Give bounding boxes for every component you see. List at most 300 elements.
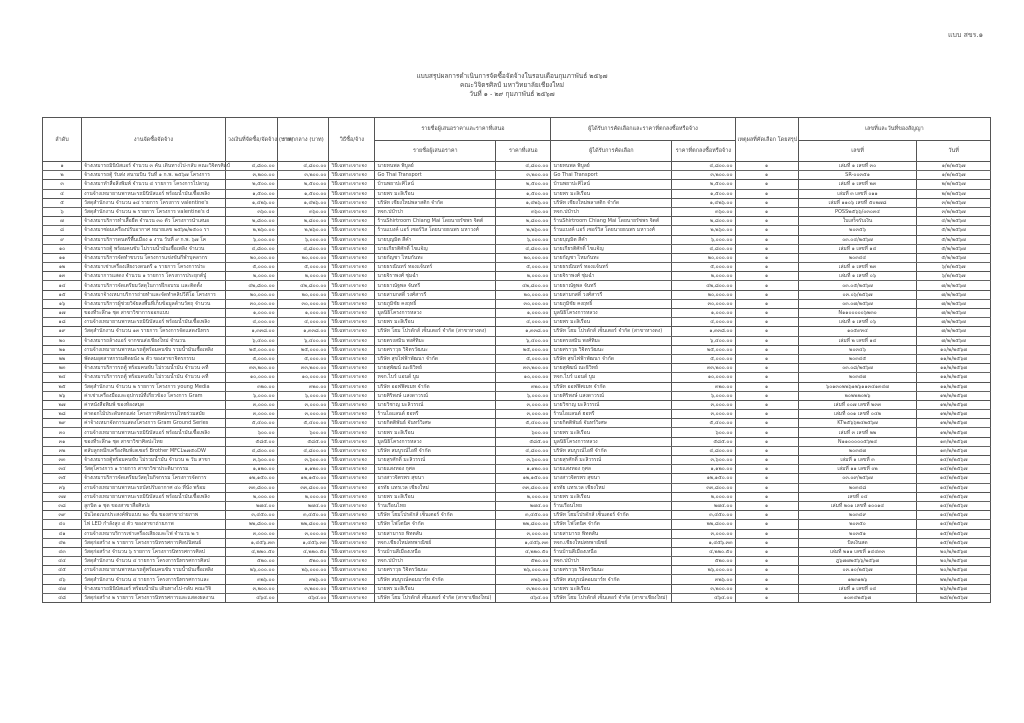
- contract-number: เล่มที่ ๑๑ เลขที่ ๐๒: [798, 465, 916, 474]
- procurement-method: วิธีเฉพาะเจาะจง: [329, 483, 375, 492]
- table-row: [43, 547, 991, 556]
- contract-date: ๕/๒/๒๕๖๗: [917, 244, 991, 253]
- procurement-method: วิธีเฉพาะเจาะจง: [329, 382, 375, 391]
- procurement-method: วิธีเฉพาะเจาะจง: [329, 511, 375, 520]
- contract-date: ๑๒/๒/๒๕๖๗: [917, 391, 991, 400]
- median-price: ๕๘๕.๐๐: [277, 437, 329, 446]
- procurement-method: วิธีเฉพาะเจาะจง: [329, 354, 375, 363]
- bidder-name: บริษัท เชียงใหม่พลาสติก จำกัด: [375, 198, 496, 207]
- contract-date: ๑๒/๒/๒๕๖๗: [917, 410, 991, 419]
- row-number: ๔๔: [43, 557, 82, 566]
- row-number: ๑๒: [43, 263, 82, 272]
- contract-date: ๒๖/๒/๒๕๖๗: [917, 584, 991, 593]
- row-number: ๑: [43, 162, 82, 171]
- agreed-price: ๖๐๐.๐๐: [672, 428, 735, 437]
- agreed-price: ๑,๔๒๖.๐๐: [672, 198, 735, 207]
- procurement-method: วิธีเฉพาะเจาะจง: [329, 226, 375, 235]
- winner-name: นายพร มะลิเรือน: [551, 584, 672, 593]
- procurement-method: วิธีเฉพาะเจาะจง: [329, 171, 375, 180]
- procurement-method: วิธีเฉพาะเจาะจง: [329, 299, 375, 308]
- selection-reason: ๑: [735, 235, 798, 244]
- header-contract-date: วันที่: [917, 141, 991, 162]
- row-number: ๑๐: [43, 244, 82, 253]
- bid-price: ๒๖,๐๐๐.๐๐: [496, 566, 551, 575]
- contract-date: ๑๔/๒/๒๕๖๗: [917, 520, 991, 529]
- contract-number: ๐๓.๐๔/๒๕๖๗: [798, 235, 916, 244]
- bidder-name: Go Thai Transport: [375, 171, 496, 180]
- agreed-price: ๒๗๔.๐๐: [672, 501, 735, 510]
- bid-price: ๓๓,๒๐๐.๐๐: [496, 364, 551, 373]
- form-code: แบบ สขร.๑: [948, 31, 984, 39]
- winner-name: นายแสงทอง กุศล: [551, 465, 672, 474]
- contract-number: ๑๐๓๔๒๕๖๗: [798, 593, 916, 602]
- contract-date: ๑๒/๒/๒๕๖๗: [917, 419, 991, 428]
- agreed-price: ๓,๖๐๐.๐๐: [672, 456, 735, 465]
- winner-name: นายจิราพงศ์ ชุ่มฉ่ำ: [551, 272, 672, 281]
- item-description: งานจ้างเหมายานพาหนะรถตู้พร้อมคนขับ รวมน้ำมันเชื้อเพลิง: [82, 345, 226, 354]
- table-row: [43, 446, 991, 455]
- contract-number: บิลเงินสด: [798, 538, 916, 547]
- contract-date: ๒๘/๒/๒๕๖๗: [917, 593, 991, 602]
- bidder-name: บริษัท สุขไฟฟ้าพัฒนา จำกัด: [375, 354, 496, 363]
- budget-amount: ๓,๔๕๐.๐๐: [225, 511, 277, 520]
- bid-price: ๔,๘๐๐.๐๐: [496, 162, 551, 171]
- row-number: ๓๓: [43, 456, 82, 465]
- contract-number: ๐๓.๐๙/๒๕๖๗: [798, 474, 916, 483]
- selection-reason: ๑: [735, 382, 798, 391]
- bidder-name: นายพร มะลิเรือน: [375, 492, 496, 501]
- winner-name: หจก.ไบร์ แอนด์ บูม: [551, 373, 672, 382]
- contract-date: ๒๐/๒/๒๕๖๗: [917, 566, 991, 575]
- selection-reason: ๑: [735, 345, 798, 354]
- median-price: ๔,๐๐๐.๐๐: [277, 318, 329, 327]
- item-description: ไฟ LED กำลังสูง ๔ ตัว ของสาขาถ่ายภาพ: [82, 520, 226, 529]
- table-row: [43, 584, 991, 593]
- procurement-method: วิธีเฉพาะเจาะจง: [329, 520, 375, 529]
- winner-name: ร้านไอแลนด์ ฮอทรี: [551, 410, 672, 419]
- table-body: [43, 162, 991, 603]
- row-number: ๔๘: [43, 593, 82, 602]
- median-price: ๒๗๔.๐๐: [277, 501, 329, 510]
- table-row: [43, 354, 991, 363]
- winner-name: นายพร มะลิเรือน: [551, 189, 672, 198]
- budget-amount: ๓,๒๐๐.๐๐: [225, 584, 277, 593]
- table-row: [43, 345, 991, 354]
- table-row: [43, 529, 991, 538]
- bidder-name: อรทัย แทรเวล เชียงใหม่: [375, 483, 496, 492]
- budget-amount: ๓๒๐.๐๐: [225, 382, 277, 391]
- row-number: ๒๘: [43, 410, 82, 419]
- bid-price: ๒,๕๐๐.๐๐: [496, 180, 551, 189]
- budget-amount: ๔๒,๘๐๐.๐๐: [225, 281, 277, 290]
- table-row: [43, 244, 991, 253]
- header-budget: วงเงินที่จัดซื้อ/จัดจ้าง (บาท): [225, 118, 277, 162]
- contract-number: เล่มที่ ๑ เลขที่ ๐๔: [798, 584, 916, 593]
- selection-reason: ๑: [735, 538, 798, 547]
- agreed-price: ๕๒๐.๐๐: [672, 557, 735, 566]
- row-number: ๓๕: [43, 474, 82, 483]
- bid-price: ๒,๐๐๐.๐๐: [496, 492, 551, 501]
- winner-name: นายกิตติพันธ์ จันทร์วิเศษ: [551, 419, 672, 428]
- table-row: [43, 290, 991, 299]
- budget-amount: ๓๓,๘๐๐.๐๐: [225, 483, 277, 492]
- bidder-name: นายวิชาญ มะลิวรรณ์: [375, 400, 496, 409]
- contract-date: ๗/๒/๒๕๖๗: [917, 290, 991, 299]
- agreed-price: ๔,๘๐๐.๐๐: [672, 446, 735, 455]
- contract-date: ๗/๒/๒๕๖๗: [917, 299, 991, 308]
- selection-reason: ๑: [735, 575, 798, 584]
- selection-reason: ๑: [735, 354, 798, 363]
- header-no: ลำดับ: [43, 118, 82, 162]
- bid-price: ๓,๐๐๐.๐๐: [496, 410, 551, 419]
- budget-amount: ๑๒,๑๕๐.๐๐: [225, 474, 277, 483]
- bidder-name: นายพร มะลิเรือน: [375, 318, 496, 327]
- table-row: [43, 226, 991, 235]
- item-description: วัสดุสำนักงาน จำนวน ๒ รายการ โครงการ valentine's d: [82, 207, 226, 216]
- bidder-name: นายศราวุธ วิจิตรวัฒนะ: [375, 566, 496, 575]
- contract-date: ๑๓/๒/๒๕๖๗: [917, 437, 991, 446]
- table-row: [43, 253, 991, 262]
- winner-name: หจก.เชียงใหม่สหพาณิชย์: [551, 538, 672, 547]
- item-description: บันไดอเนกประสงค์พับแบบ ๒๐ ขั้น ของสาขาถ่ายภาพ: [82, 511, 226, 520]
- item-description: ค่าหนังสือพิมพ์ ของห้องสมุด: [82, 400, 226, 409]
- agreed-price: ๕,๔๐๐.๐๐: [672, 419, 735, 428]
- bid-price: ๕๒๐.๐๐: [496, 557, 551, 566]
- selection-reason: ๑: [735, 557, 798, 566]
- bid-price: ๑๐,๐๐๐.๐๐: [496, 373, 551, 382]
- selection-reason: ๑: [735, 180, 798, 189]
- item-description: ค่าเช่าเครื่องมือและอุปกรณ์ที่เกี่ยวข้อง โครงการ Gram: [82, 391, 226, 400]
- contract-number: KT๒๕๖๖๒๔๒๕๖๗: [798, 419, 916, 428]
- budget-amount: ๓,๐๐๐.๐๐: [225, 400, 277, 409]
- winner-name: ร้านบ้านสีเมืองเหนือ: [551, 547, 672, 556]
- winner-name: บริษัท สมบูรณ์ไอที จำกัด: [551, 446, 672, 455]
- agreed-price: ๒๕,๐๐๐.๐๐: [672, 345, 735, 354]
- selection-reason: ๑: [735, 162, 798, 171]
- item-description: จ้างเหมารถมินิบัสแอร์ พร้อมน้ำมัน เดินทางไป-กลับ คณะวิจิ: [82, 584, 226, 593]
- procurement-method: วิธีเฉพาะเจาะจง: [329, 428, 375, 437]
- selection-reason: ๑: [735, 483, 798, 492]
- budget-amount: ๑,๑๒๐.๐๐: [225, 465, 277, 474]
- procurement-method: วิธีเฉพาะเจาะจง: [329, 446, 375, 455]
- contract-date: ๑๒/๒/๒๕๖๗: [917, 400, 991, 409]
- bidder-name: ร้านShirtroom Chiang Mai โดยนายรัชพร จิตต์: [375, 217, 496, 226]
- contract-date: ๑๕/๒/๒๕๖๗: [917, 529, 991, 538]
- bid-price: ๕๘๕.๐๐: [496, 437, 551, 446]
- contract-number: ๒๐๓๔๙: [798, 511, 916, 520]
- median-price: ๓,๖๐๐.๐๐: [277, 456, 329, 465]
- row-number: ๔๖: [43, 575, 82, 584]
- contract-number: เล่มที่ ๐๐๗ เลขที่ ๒๓๓: [798, 400, 916, 409]
- item-description: จ้างเหมาบริการผู้ช่วยวิจัยลงพื้นที่เก็บข้อมูลด้านวัตถุ จำนวน: [82, 299, 226, 308]
- table-row: [43, 217, 991, 226]
- table-row: [43, 456, 991, 465]
- item-description: จ้างเหมาบริการดนตรีพื้นเมือง ๑ งาน วันที่ ๙ ก.พ. ๖๗ โค: [82, 235, 226, 244]
- contract-date: ๑๔/๒/๒๕๖๗: [917, 456, 991, 465]
- table-row: [43, 501, 991, 510]
- contract-number: เล่มที่ ๓ เลขที่ ๐๑๑: [798, 189, 916, 198]
- median-price: ๒๐,๐๐๐.๐๐: [277, 290, 329, 299]
- bidder-name: บริษัท โฮม โปรดักส์ เซ็นเตอร์ จำกัด (สาขาเชียงใหม่): [375, 593, 496, 602]
- row-number: ๑๘: [43, 318, 82, 327]
- bid-price: ๒๐,๐๐๐.๐๐: [496, 253, 551, 262]
- budget-amount: ๓,๒๐๐.๐๐: [225, 171, 277, 180]
- contract-number: ๒๐๓๕๖: [798, 226, 916, 235]
- item-description: ค่าจ้างเหมาจัดการแสดงโครงการ Gram Ground Series: [82, 419, 226, 428]
- contract-date: ๑๓/๒/๒๕๖๗: [917, 446, 991, 455]
- item-description: จ้างเหมาเช่าเครื่องเสียงวงดนตรี ๑ รายการ โครงการประ: [82, 263, 226, 272]
- bidder-name: นายพร มะลิเรือน: [375, 584, 496, 593]
- bidder-name: หจก.เชียงใหม่สหพาณิชย์: [375, 538, 496, 547]
- agreed-price: ๑,๑๒๐.๐๐: [672, 465, 735, 474]
- procurement-method: วิธีเฉพาะเจาะจง: [329, 336, 375, 345]
- contract-number: ๖๐๑๓๐๒๒๖๑๒๖๑๑๓๔๑๓๔๗: [798, 382, 916, 391]
- median-price: ๕,๔๐๐.๐๐: [277, 419, 329, 428]
- median-price: ๒๖,๐๐๐.๐๐: [277, 566, 329, 575]
- bid-price: ๒,๐๐๐.๐๐: [496, 272, 551, 281]
- bidder-name: หจก.ไบร์ แอนด์ บูม: [375, 373, 496, 382]
- bid-price: ๑,๔๒๖.๐๐: [496, 198, 551, 207]
- selection-reason: ๑: [735, 410, 798, 419]
- bid-price: ๕,๐๐๐.๐๐: [496, 354, 551, 363]
- agreed-price: ๖,๔๐๐.๐๐: [672, 336, 735, 345]
- contract-number: SR-๐๐๓๕๑: [798, 171, 916, 180]
- agreed-price: ๑๐,๐๐๐.๐๐: [672, 373, 735, 382]
- procurement-method: วิธีเฉพาะเจาะจง: [329, 566, 375, 575]
- winner-name: นายตรงสมิน พงศ์ทิมะ: [551, 336, 672, 345]
- budget-amount: ๖๐๐.๐๐: [225, 428, 277, 437]
- selection-reason: ๑: [735, 465, 798, 474]
- selection-reason: ๑: [735, 226, 798, 235]
- procurement-method: วิธีเฉพาะเจาะจง: [329, 575, 375, 584]
- bid-price: ๓๒๖.๐๐: [496, 575, 551, 584]
- contract-number: เล่มที่ ๑ เลขที่ ๓๐: [798, 162, 916, 171]
- contract-number: ๒๐๓๔๕: [798, 354, 916, 363]
- row-number: ๑๗: [43, 309, 82, 318]
- header-item: งานจัดซื้อจัดจ้าง: [82, 118, 226, 162]
- procurement-method: วิธีเฉพาะเจาะจง: [329, 593, 375, 602]
- agreed-price: ๕,๐๐๐.๐๐: [672, 354, 735, 363]
- procurement-method: วิธีเฉพาะเจาะจง: [329, 162, 375, 171]
- contract-date: ๑/๒/๒๕๖๗: [917, 162, 991, 171]
- procurement-method: วิธีเฉพาะเจาะจง: [329, 419, 375, 428]
- agreed-price: ๔๒,๘๐๐.๐๐: [672, 281, 735, 290]
- procurement-method: วิธีเฉพาะเจาะจง: [329, 391, 375, 400]
- item-description: งานจ้างเหมายานพาหนะรถมินิบัสแอร์ พร้อมน้ำมันเชื้อเพลิง: [82, 428, 226, 437]
- winner-name: นายทนพล พิบูลย์: [551, 162, 672, 171]
- bid-price: ๓,๔๕๐.๐๐: [496, 511, 551, 520]
- winner-name: นายพร มะลิเรือน: [551, 318, 672, 327]
- item-description: งานจ้างเหมายานพาหนะรถบัสปรับอากาศ ๔๐ ที่นั่ง พร้อม: [82, 483, 226, 492]
- table-row: [43, 400, 991, 409]
- agreed-price: ๑,๐๐๐.๐๐: [672, 309, 735, 318]
- agreed-price: ๓๓,๒๐๐.๐๐: [672, 364, 735, 373]
- winner-name: บ้านพยาปะศิไลน์: [551, 180, 672, 189]
- selection-reason: ๑: [735, 263, 798, 272]
- bidder-name: บริษัท ออฟฟิศเมท จำกัด: [375, 382, 496, 391]
- bid-price: ๒๐,๐๐๐.๐๐: [496, 290, 551, 299]
- selection-reason: ๑: [735, 400, 798, 409]
- median-price: ๓๐,๐๐๐.๐๐: [277, 299, 329, 308]
- bid-price: ๓๖๐.๐๐: [496, 207, 551, 216]
- median-price: ๓,๐๐๐.๐๐: [277, 529, 329, 538]
- procurement-method: วิธีเฉพาะเจาะจง: [329, 318, 375, 327]
- selection-reason: ๑: [735, 547, 798, 556]
- item-description: จ้างเหมาบริการจัดเตรียมวัสดุในการฝึกอบรม และติดตั้ง: [82, 281, 226, 290]
- budget-amount: ๑,๔๕๖.๓๓: [225, 538, 277, 547]
- contract-date: ๑๑/๒/๒๕๖๗: [917, 373, 991, 382]
- contract-date: ๔/๒/๒๕๖๗: [917, 217, 991, 226]
- agreed-price: ๓,๐๐๐.๐๐: [672, 410, 735, 419]
- winner-name: บริษัท โฮม โปรดักส์ เซ็นเตอร์ จำกัด (สาขาหางดง): [551, 327, 672, 336]
- table-row: [43, 511, 991, 520]
- bid-price: ๓๓,๘๐๐.๐๐: [496, 483, 551, 492]
- bidder-name: บริษัท โฮมโปรดักส์ เซ็นเตอร์ จำกัด: [375, 511, 496, 520]
- procurement-method: วิธีเฉพาะเจาะจง: [329, 547, 375, 556]
- table-row: [43, 272, 991, 281]
- item-description: ตลับลูกหมึกเครื่องพิมพ์เลเซอร์ Brother MFCL๒๗๕๐DW: [82, 446, 226, 455]
- procurement-method: วิธีเฉพาะเจาะจง: [329, 244, 375, 253]
- budget-amount: ๓๒๖.๐๐: [225, 575, 277, 584]
- table-row: [43, 171, 991, 180]
- median-price: ๔,๘๐๐.๐๐: [277, 162, 329, 171]
- document-titles: [0, 72, 1024, 99]
- selection-reason: ๑: [735, 336, 798, 345]
- table-row: [43, 235, 991, 244]
- contract-number: เล่มที่ ๑ เลขที่ ๐๖: [798, 318, 916, 327]
- contract-date: ๑๑/๒/๒๕๖๗: [917, 382, 991, 391]
- budget-amount: ๒,๐๐๐.๐๐: [225, 272, 277, 281]
- table-row: [43, 465, 991, 474]
- row-number: ๑๔: [43, 281, 82, 290]
- table-row: [43, 364, 991, 373]
- contract-number: เล่มที่ ๒๐๑ เลขที่ ๑๐๐๑๔: [798, 501, 916, 510]
- selection-reason: ๑: [735, 428, 798, 437]
- budget-amount: ๓,๐๐๐.๐๐: [225, 529, 277, 538]
- selection-reason: ๑: [735, 364, 798, 373]
- bidder-name: ร้านเรือนไทย: [375, 501, 496, 510]
- median-price: ๒,๐๐๐.๐๐: [277, 492, 329, 501]
- budget-amount: ๒๐,๐๐๐.๐๐: [225, 290, 277, 299]
- bid-price: ๓,๐๐๐.๐๐: [496, 400, 551, 409]
- procurement-method: วิธีเฉพาะเจาะจง: [329, 529, 375, 538]
- contract-date: ๑๔/๒/๒๕๖๗: [917, 501, 991, 510]
- procurement-method: วิธีเฉพาะเจาะจง: [329, 538, 375, 547]
- bidder-name: นายสุพัฒน์ ณะธิวิทย์: [375, 364, 496, 373]
- selection-reason: ๑: [735, 529, 798, 538]
- budget-amount: ๔,๘๐๐.๐๐: [225, 244, 277, 253]
- budget-amount: ๓๐,๐๐๐.๐๐: [225, 299, 277, 308]
- procurement-method: วิธีเฉพาะเจาะจง: [329, 180, 375, 189]
- bid-price: ๑,๓๓๘.๐๐: [496, 327, 551, 336]
- median-price: ๑,๕๐๐.๐๐: [277, 189, 329, 198]
- table-row: [43, 593, 991, 602]
- bidder-name: บริษัท สมบูรณ์คอมมาร์ท จำกัด: [375, 575, 496, 584]
- median-price: ๖,๐๐๐.๐๐: [277, 235, 329, 244]
- header-winner-group: ผู้ได้รับการคัดเลือกและราคาที่ตกลงซื้อหรือจ้าง: [551, 118, 735, 141]
- row-number: ๔๓: [43, 547, 82, 556]
- winner-name: นายธรณินทร์ ทองแจ้นทร์: [551, 263, 672, 272]
- budget-amount: ๕๒๐.๐๐: [225, 557, 277, 566]
- selection-reason: ๑: [735, 244, 798, 253]
- median-price: ๔,๘๐๐.๐๐: [277, 244, 329, 253]
- budget-amount: ๒,๘๐๐.๐๐: [225, 217, 277, 226]
- median-price: ๖๐๐.๐๐: [277, 428, 329, 437]
- contract-number: ๒๐๓๔๘: [798, 483, 916, 492]
- item-description: วัสดุก่อสร้าง จำนวน ๖ รายการ โครงการนิทรรศการศิลป: [82, 547, 226, 556]
- winner-name: นายสามกสดิ์ วงศ์สารรี: [551, 290, 672, 299]
- selection-reason: ๑: [735, 373, 798, 382]
- procurement-method: วิธีเฉพาะเจาะจง: [329, 456, 375, 465]
- budget-amount: ๕,๔๐๐.๐๐: [225, 419, 277, 428]
- bid-price: ๓,๒๐๐.๐๐: [496, 171, 551, 180]
- median-price: ๑,๔๕๖.๓๓: [277, 538, 329, 547]
- contract-number: เล่มที่ ๑ เลขที่ ๐๖: [798, 272, 916, 281]
- agreed-price: ๔,๘๐๐.๐๐: [672, 244, 735, 253]
- row-number: ๔๕: [43, 566, 82, 575]
- contract-date: ๗/๒/๒๕๖๗: [917, 318, 991, 327]
- bid-price: ๕,๐๐๐.๐๐: [496, 263, 551, 272]
- row-number: ๓๙: [43, 511, 82, 520]
- procurement-method: วิธีเฉพาะเจาะจง: [329, 263, 375, 272]
- procurement-method: วิธีเฉพาะเจาะจง: [329, 272, 375, 281]
- bidder-name: นายตรงสมิน พงศ์ทิมะ: [375, 336, 496, 345]
- contract-date: ๑๔/๒/๒๕๖๗: [917, 511, 991, 520]
- contract-date: ๗/๒/๒๕๖๗: [917, 309, 991, 318]
- item-description: วัสดุก่อสร้าง ๒ รายการ โครงการนิทรรศการศิลปนิพนธ์: [82, 538, 226, 547]
- median-price: ๕,๐๐๐.๐๐: [277, 263, 329, 272]
- item-description: งานจ้างเหมายานพาหนะรถมินิบัสแอร์ พร้อมน้ำมันเชื้อเพลิง: [82, 189, 226, 198]
- item-description: จ้างเหมารถตู้พร้อมคนขับ ไม่รวมน้ำมัน จำนวน ๒ วัน สาขา: [82, 456, 226, 465]
- contract-number: เล่มที่ ๑ เลขที่ ๒๓: [798, 180, 916, 189]
- agreed-price: ๓๒๖.๐๐: [672, 575, 735, 584]
- median-price: ๖,๔๐๐.๐๐: [277, 336, 329, 345]
- selection-reason: ๑: [735, 207, 798, 216]
- header-bid-price: ราคาที่เสนอ: [496, 141, 551, 162]
- median-price: ๑,๓๓๘.๐๐: [277, 327, 329, 336]
- row-number: ๔๗: [43, 584, 82, 593]
- row-number: ๒๓: [43, 364, 82, 373]
- contract-number: เล่มที่ ๓ เลขที่ ๒๒: [798, 428, 916, 437]
- median-price: ๔,๒๒๐.๕๐: [277, 547, 329, 556]
- bid-price: ๒๕,๐๐๐.๐๐: [496, 345, 551, 354]
- winner-name: นายบุญมิต สีคำ: [551, 235, 672, 244]
- row-number: ๖: [43, 207, 82, 216]
- row-number: ๒๙: [43, 419, 82, 428]
- header-contract-no: เลขที่: [798, 141, 916, 162]
- contract-number: ๒๐๓๔๗: [798, 446, 916, 455]
- bid-price: ๒,๒๖๐.๐๐: [496, 226, 551, 235]
- procurement-method: วิธีเฉพาะเจาะจง: [329, 373, 375, 382]
- winner-name: ร้านแบงค์ แอร์ เซอร์วิส โดยนายธนพร มหาวงศ์: [551, 226, 672, 235]
- agreed-price: ๒,๘๐๐.๐๐: [672, 217, 735, 226]
- bidder-name: นายธรณินทร์ ทองแจ้นทร์: [375, 263, 496, 272]
- agreed-price: ๒,๐๐๐.๐๐: [672, 492, 735, 501]
- header-winner-name: ผู้ได้รับการคัดเลือก: [551, 141, 672, 162]
- row-number: ๒๖: [43, 391, 82, 400]
- contract-number: ๒๐๓๔๗: [798, 373, 916, 382]
- selection-reason: ๑: [735, 171, 798, 180]
- median-price: ๓๓,๒๐๐.๐๐: [277, 364, 329, 373]
- bidder-name: นายสามารถ พิทตสัน: [375, 529, 496, 538]
- budget-amount: ๓๓,๒๐๐.๐๐: [225, 364, 277, 373]
- agreed-price: ๒,๕๐๐.๐๐: [672, 180, 735, 189]
- contract-date: ๗/๒/๒๕๖๗: [917, 336, 991, 345]
- item-description: จ้างเหมาทำสื่อสิ่งพิมพ์ จำนวน ๔ รายการ โครงการไปลาญ: [82, 180, 226, 189]
- contract-number: ๒๐๓๔๖: [798, 345, 916, 354]
- median-price: ๒,๕๐๐.๐๐: [277, 180, 329, 189]
- selection-reason: ๑: [735, 437, 798, 446]
